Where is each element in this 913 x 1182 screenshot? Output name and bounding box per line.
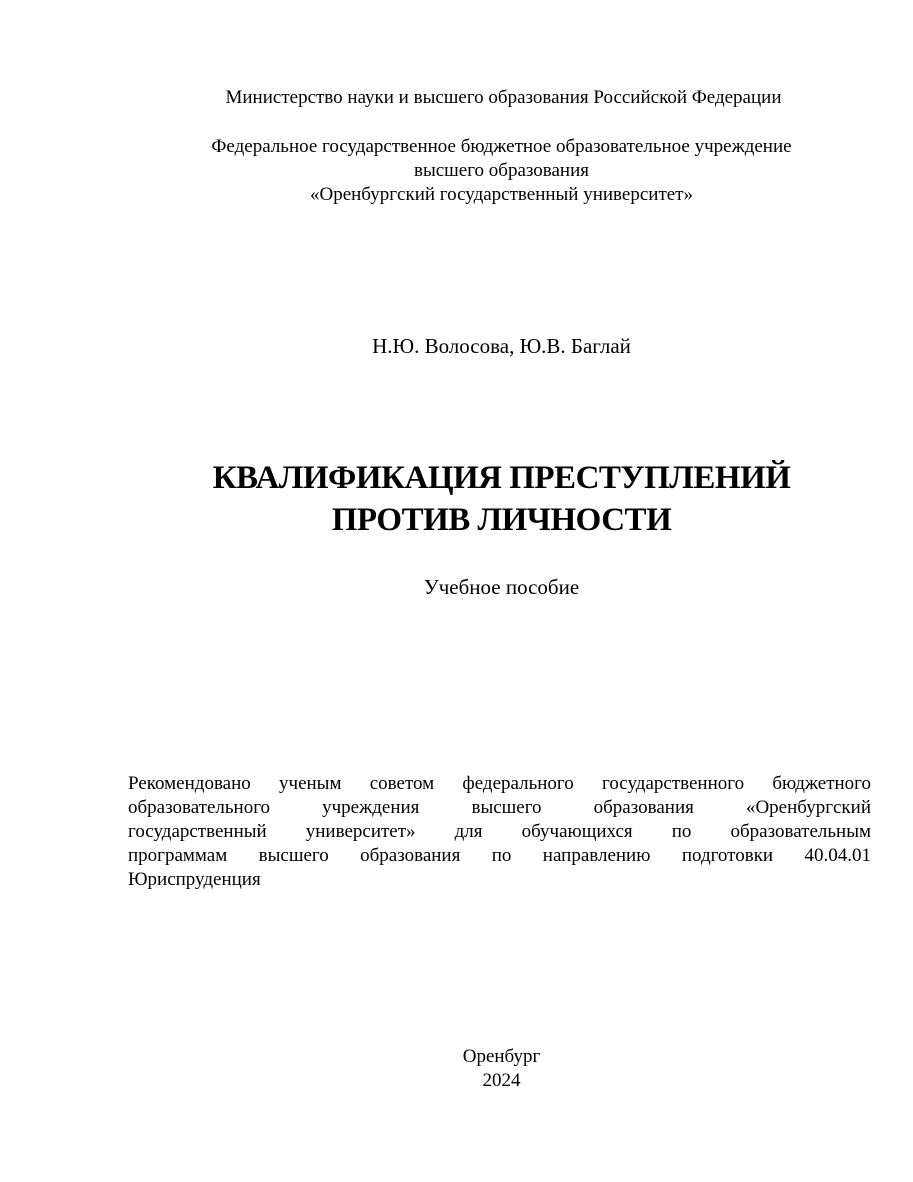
publication-year: 2024 xyxy=(482,1070,521,1091)
institution-line-2: высшего образования xyxy=(413,160,590,181)
ministry-name: Министерство науки и высшего образования Российской Федерации xyxy=(225,87,782,108)
institution-line-3: «Оренбургский государственный университет» xyxy=(309,184,693,205)
recommendation-line-5: Юриспруденция xyxy=(128,869,261,890)
recommendation-block xyxy=(128,772,871,892)
recommendation-line-1: Рекомендовано ученым советом федерального государственного бюджетного xyxy=(128,773,871,794)
publication-city: Оренбург xyxy=(462,1046,541,1067)
document-subtitle: Учебное пособие xyxy=(423,575,580,599)
recommendation-line-4: программам высшего образования по направлению подготовки 40.04.01 xyxy=(128,845,871,866)
authors: Н.Ю. Волосова, Ю.В. Баглай xyxy=(372,334,631,358)
institution-line-1: Федеральное государственное бюджетное образовательное учреждение xyxy=(211,136,792,157)
document-title-line-2: ПРОТИВ ЛИЧНОСТИ xyxy=(331,502,672,538)
document-title-line-1: КВАЛИФИКАЦИЯ ПРЕСТУПЛЕНИЙ xyxy=(212,460,791,496)
recommendation-line-3: государственный университет» для обучающихся по образовательным xyxy=(128,821,871,842)
recommendation-line-2: образовательного учреждения высшего образования «Оренбургский xyxy=(128,797,871,818)
